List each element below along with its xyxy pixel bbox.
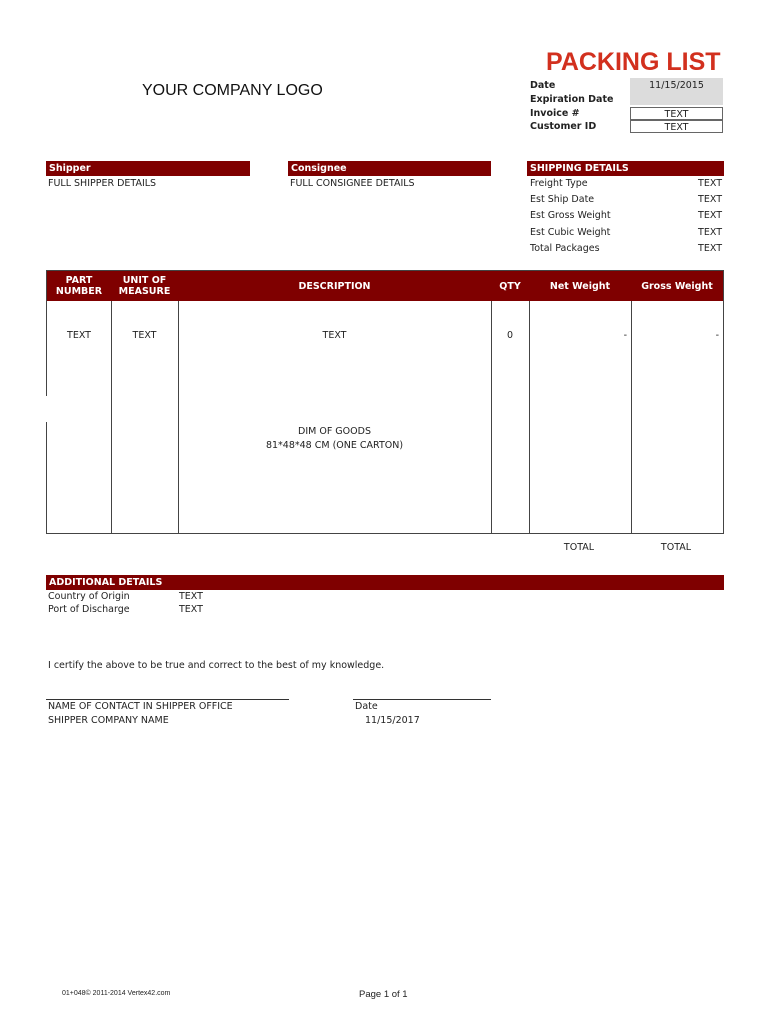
total-packages-label: Total Packages: [530, 243, 600, 254]
consignee-heading: Consignee: [288, 161, 491, 176]
unit-of-measure-header: [111, 271, 178, 301]
contact-signature-line: [46, 699, 289, 700]
date-label: Date: [530, 80, 556, 91]
est-ship-date-value[interactable]: TEXT: [698, 194, 722, 205]
shipper-details[interactable]: FULL SHIPPER DETAILS: [48, 178, 157, 189]
total-net-weight: TOTAL: [563, 542, 595, 553]
est-ship-date-label: Est Ship Date: [530, 194, 595, 205]
page-number: Page 1 of 1: [359, 989, 408, 1000]
company-logo-placeholder: YOUR COMPANY LOGO: [142, 82, 323, 99]
port-of-discharge-label: Port of Discharge: [48, 604, 130, 615]
total-packages-value[interactable]: TEXT: [698, 243, 722, 254]
document-title: PACKING LIST: [546, 48, 721, 76]
unit-header-line2: MEASURE: [118, 286, 171, 297]
est-cubic-weight-label: Est Cubic Weight: [530, 227, 611, 238]
freight-type-label: Freight Type: [530, 178, 588, 189]
row-part-number[interactable]: TEXT: [67, 330, 91, 341]
customer-id-value[interactable]: TEXT: [630, 120, 723, 133]
expiration-date-label: Expiration Date: [530, 94, 614, 105]
date-value[interactable]: 11/15/2015: [649, 80, 704, 91]
unit-header-line1: UNIT OF: [122, 275, 167, 286]
dim-of-goods-label: DIM OF GOODS: [298, 426, 371, 437]
shipping-details-heading: SHIPPING DETAILS: [527, 161, 724, 176]
invoice-label: Invoice #: [530, 108, 580, 119]
total-gross-weight: TOTAL: [660, 542, 692, 553]
gross-weight-header: Gross Weight: [641, 280, 713, 292]
invoice-value[interactable]: TEXT: [630, 107, 723, 120]
signature-date-label: Date: [355, 701, 378, 712]
additional-details-heading: ADDITIONAL DETAILS: [46, 575, 724, 590]
signature-date-value[interactable]: 11/15/2017: [365, 715, 420, 726]
contact-name[interactable]: NAME OF CONTACT IN SHIPPER OFFICE: [48, 701, 233, 712]
est-cubic-weight-value[interactable]: TEXT: [698, 227, 722, 238]
part-number-header-line2: NUMBER: [55, 286, 103, 297]
description-header: DESCRIPTION: [298, 280, 371, 292]
dim-of-goods-value[interactable]: 81*48*48 CM (ONE CARTON): [265, 440, 404, 451]
est-gross-weight-value[interactable]: TEXT: [698, 210, 722, 221]
shipper-heading: Shipper: [46, 161, 250, 176]
row-qty[interactable]: 0: [506, 330, 514, 341]
items-table: [46, 270, 724, 534]
net-weight-header: Net Weight: [549, 280, 611, 292]
port-of-discharge-value[interactable]: TEXT: [179, 604, 203, 615]
part-number-header: [47, 271, 111, 301]
country-of-origin-label: Country of Origin: [48, 591, 130, 602]
items-table-header: [47, 271, 723, 301]
consignee-details[interactable]: FULL CONSIGNEE DETAILS: [290, 178, 415, 189]
qty-header: QTY: [499, 280, 521, 292]
row-gross-weight: -: [715, 330, 719, 341]
shipper-company-name[interactable]: SHIPPER COMPANY NAME: [48, 715, 169, 726]
copyright-notice: 01+048© 2011-2014 Vertex42.com: [62, 990, 171, 997]
date-signature-line: [353, 699, 491, 700]
border-gap: [44, 396, 49, 422]
certification-statement: I certify the above to be true and correct to the best of my knowledge.: [48, 660, 385, 671]
row-unit-of-measure[interactable]: TEXT: [132, 330, 157, 341]
est-gross-weight-label: Est Gross Weight: [530, 210, 611, 221]
row-net-weight: -: [623, 330, 627, 341]
country-of-origin-value[interactable]: TEXT: [179, 591, 203, 602]
customer-id-label: Customer ID: [530, 121, 597, 132]
freight-type-value[interactable]: TEXT: [698, 178, 722, 189]
part-number-header-line1: PART: [65, 275, 93, 286]
row-description[interactable]: TEXT: [322, 330, 347, 341]
